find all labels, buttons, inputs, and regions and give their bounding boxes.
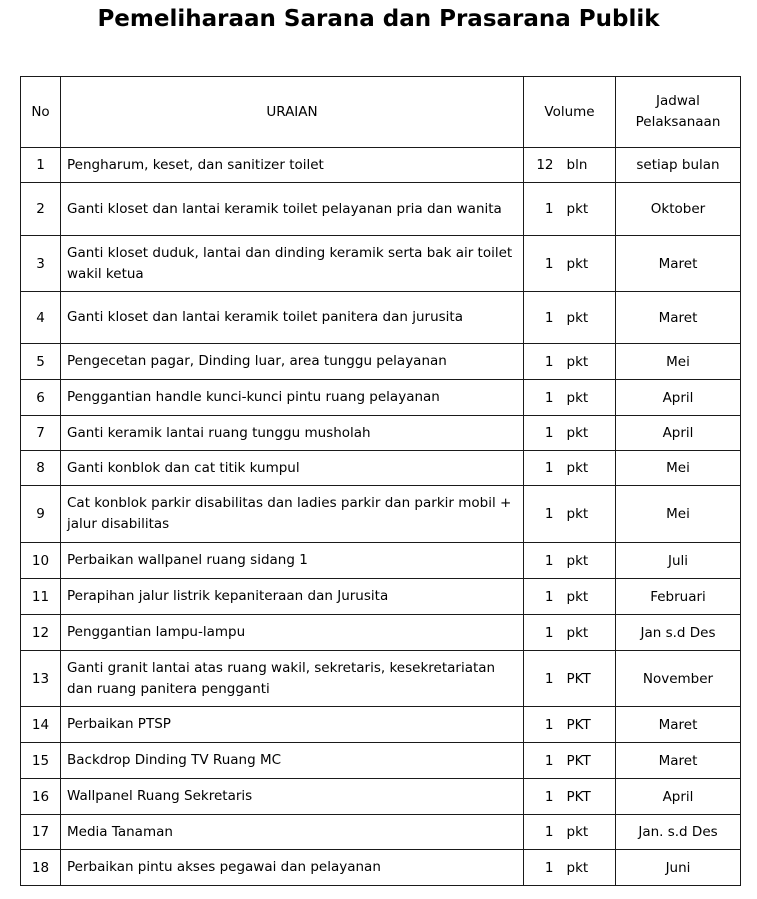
row-volume-qty: 1: [524, 707, 560, 743]
row-volume-unit: pkt: [560, 183, 616, 236]
table-row: [21, 615, 741, 651]
row-volume-qty: 1: [524, 815, 560, 850]
row-jadwal: Maret: [616, 707, 741, 743]
row-no: 6: [21, 380, 61, 416]
row-jadwal: Juni: [616, 850, 741, 886]
row-no: 16: [21, 779, 61, 815]
row-no: 13: [21, 651, 61, 707]
row-uraian: Pengecetan pagar, Dinding luar, area tunggu pelayanan: [61, 344, 524, 380]
row-no: 14: [21, 707, 61, 743]
row-volume-qty: 1: [524, 451, 560, 486]
row-uraian: Ganti kloset dan lantai keramik toilet panitera dan jurusita: [61, 292, 524, 344]
row-jadwal: April: [616, 779, 741, 815]
row-jadwal: Jan. s.d Des: [616, 815, 741, 850]
row-no: 15: [21, 743, 61, 779]
row-uraian: Cat konblok parkir disabilitas dan ladies parkir dan parkir mobil + jalur disabilitas: [61, 486, 524, 543]
row-jadwal: Oktober: [616, 183, 741, 236]
row-uraian: Ganti konblok dan cat titik kumpul: [61, 451, 524, 486]
table-row: [21, 148, 741, 183]
row-volume-qty: 12: [524, 148, 560, 183]
row-volume-qty: 1: [524, 380, 560, 416]
header-uraian: URAIAN: [61, 77, 524, 148]
row-jadwal: Maret: [616, 292, 741, 344]
row-jadwal: Februari: [616, 579, 741, 615]
row-uraian: Wallpanel Ruang Sekretaris: [61, 779, 524, 815]
table-row: [21, 579, 741, 615]
table-row: [21, 707, 741, 743]
row-volume-unit: pkt: [560, 292, 616, 344]
header-volume: Volume: [524, 77, 616, 148]
row-volume-qty: 1: [524, 743, 560, 779]
row-volume-qty: 1: [524, 416, 560, 451]
row-no: 18: [21, 850, 61, 886]
row-uraian: Perbaikan PTSP: [61, 707, 524, 743]
row-uraian: Penggantian handle kunci-kunci pintu ruang pelayanan: [61, 380, 524, 416]
row-volume-qty: 1: [524, 615, 560, 651]
row-uraian: Ganti keramik lantai ruang tunggu musholah: [61, 416, 524, 451]
row-volume-unit: pkt: [560, 815, 616, 850]
row-volume-qty: 1: [524, 651, 560, 707]
row-jadwal: Mei: [616, 344, 741, 380]
row-volume-unit: pkt: [560, 344, 616, 380]
table-row: [21, 651, 741, 707]
row-jadwal: Maret: [616, 236, 741, 292]
row-jadwal: April: [616, 380, 741, 416]
row-volume-unit: pkt: [560, 579, 616, 615]
row-volume-unit: pkt: [560, 236, 616, 292]
row-no: 10: [21, 543, 61, 579]
row-uraian: Ganti kloset duduk, lantai dan dinding keramik serta bak air toilet wakil ketua: [61, 236, 524, 292]
page-title: Pemeliharaan Sarana dan Prasarana Publik: [97, 6, 660, 32]
row-uraian: Perbaikan pintu akses pegawai dan pelayanan: [61, 850, 524, 886]
row-no: 17: [21, 815, 61, 850]
row-no: 2: [21, 183, 61, 236]
row-volume-unit: PKT: [560, 707, 616, 743]
table-row: [21, 543, 741, 579]
row-no: 9: [21, 486, 61, 543]
row-volume-unit: pkt: [560, 543, 616, 579]
row-volume-qty: 1: [524, 850, 560, 886]
row-volume-qty: 1: [524, 486, 560, 543]
row-jadwal: Mei: [616, 486, 741, 543]
row-volume-qty: 1: [524, 292, 560, 344]
row-jadwal: Maret: [616, 743, 741, 779]
row-volume-unit: pkt: [560, 451, 616, 486]
table-header-row: [21, 77, 741, 148]
row-no: 3: [21, 236, 61, 292]
row-volume-qty: 1: [524, 236, 560, 292]
table-row: [21, 850, 741, 886]
header-no: No: [21, 77, 61, 148]
maintenance-table: [20, 76, 741, 886]
header-jadwal-line2: Pelaksanaan: [635, 114, 721, 130]
row-volume-unit: PKT: [560, 779, 616, 815]
row-uraian: Ganti kloset dan lantai keramik toilet pelayanan pria dan wanita: [61, 183, 524, 236]
row-jadwal: setiap bulan: [616, 148, 741, 183]
row-jadwal: Jan s.d Des: [616, 615, 741, 651]
row-no: 1: [21, 148, 61, 183]
table-row: [21, 416, 741, 451]
row-no: 12: [21, 615, 61, 651]
table-row: [21, 743, 741, 779]
row-uraian: Penggantian lampu-lampu: [61, 615, 524, 651]
row-jadwal: Mei: [616, 451, 741, 486]
row-no: 5: [21, 344, 61, 380]
row-volume-qty: 1: [524, 344, 560, 380]
row-volume-unit: PKT: [560, 743, 616, 779]
row-volume-unit: pkt: [560, 486, 616, 543]
row-no: 7: [21, 416, 61, 451]
row-volume-unit: pkt: [560, 850, 616, 886]
row-volume-unit: bln: [560, 148, 616, 183]
row-uraian: Backdrop Dinding TV Ruang MC: [61, 743, 524, 779]
table-row: [21, 779, 741, 815]
row-volume-unit: PKT: [560, 651, 616, 707]
row-jadwal: November: [616, 651, 741, 707]
table-row: [21, 344, 741, 380]
row-volume-unit: pkt: [560, 380, 616, 416]
row-uraian: Media Tanaman: [61, 815, 524, 850]
row-no: 11: [21, 579, 61, 615]
row-volume-qty: 1: [524, 183, 560, 236]
header-jadwal-line1: Jadwal: [656, 93, 700, 109]
row-uraian: Ganti granit lantai atas ruang wakil, sekretaris, kesekretariatan dan ruang panitera pengganti: [61, 651, 524, 707]
row-no: 8: [21, 451, 61, 486]
row-uraian: Perbaikan wallpanel ruang sidang 1: [61, 543, 524, 579]
row-volume-unit: pkt: [560, 615, 616, 651]
table-row: [21, 292, 741, 344]
row-jadwal: Juli: [616, 543, 741, 579]
row-jadwal: April: [616, 416, 741, 451]
table-row: [21, 451, 741, 486]
row-uraian: Pengharum, keset, dan sanitizer toilet: [61, 148, 524, 183]
table-row: [21, 236, 741, 292]
row-no: 4: [21, 292, 61, 344]
table-row: [21, 815, 741, 850]
row-volume-qty: 1: [524, 579, 560, 615]
row-volume-unit: pkt: [560, 416, 616, 451]
table-row: [21, 486, 741, 543]
row-volume-qty: 1: [524, 779, 560, 815]
header-jadwal: [616, 77, 741, 148]
table-row: [21, 380, 741, 416]
table-row: [21, 183, 741, 236]
row-uraian: Perapihan jalur listrik kepaniteraan dan Jurusita: [61, 579, 524, 615]
row-volume-qty: 1: [524, 543, 560, 579]
